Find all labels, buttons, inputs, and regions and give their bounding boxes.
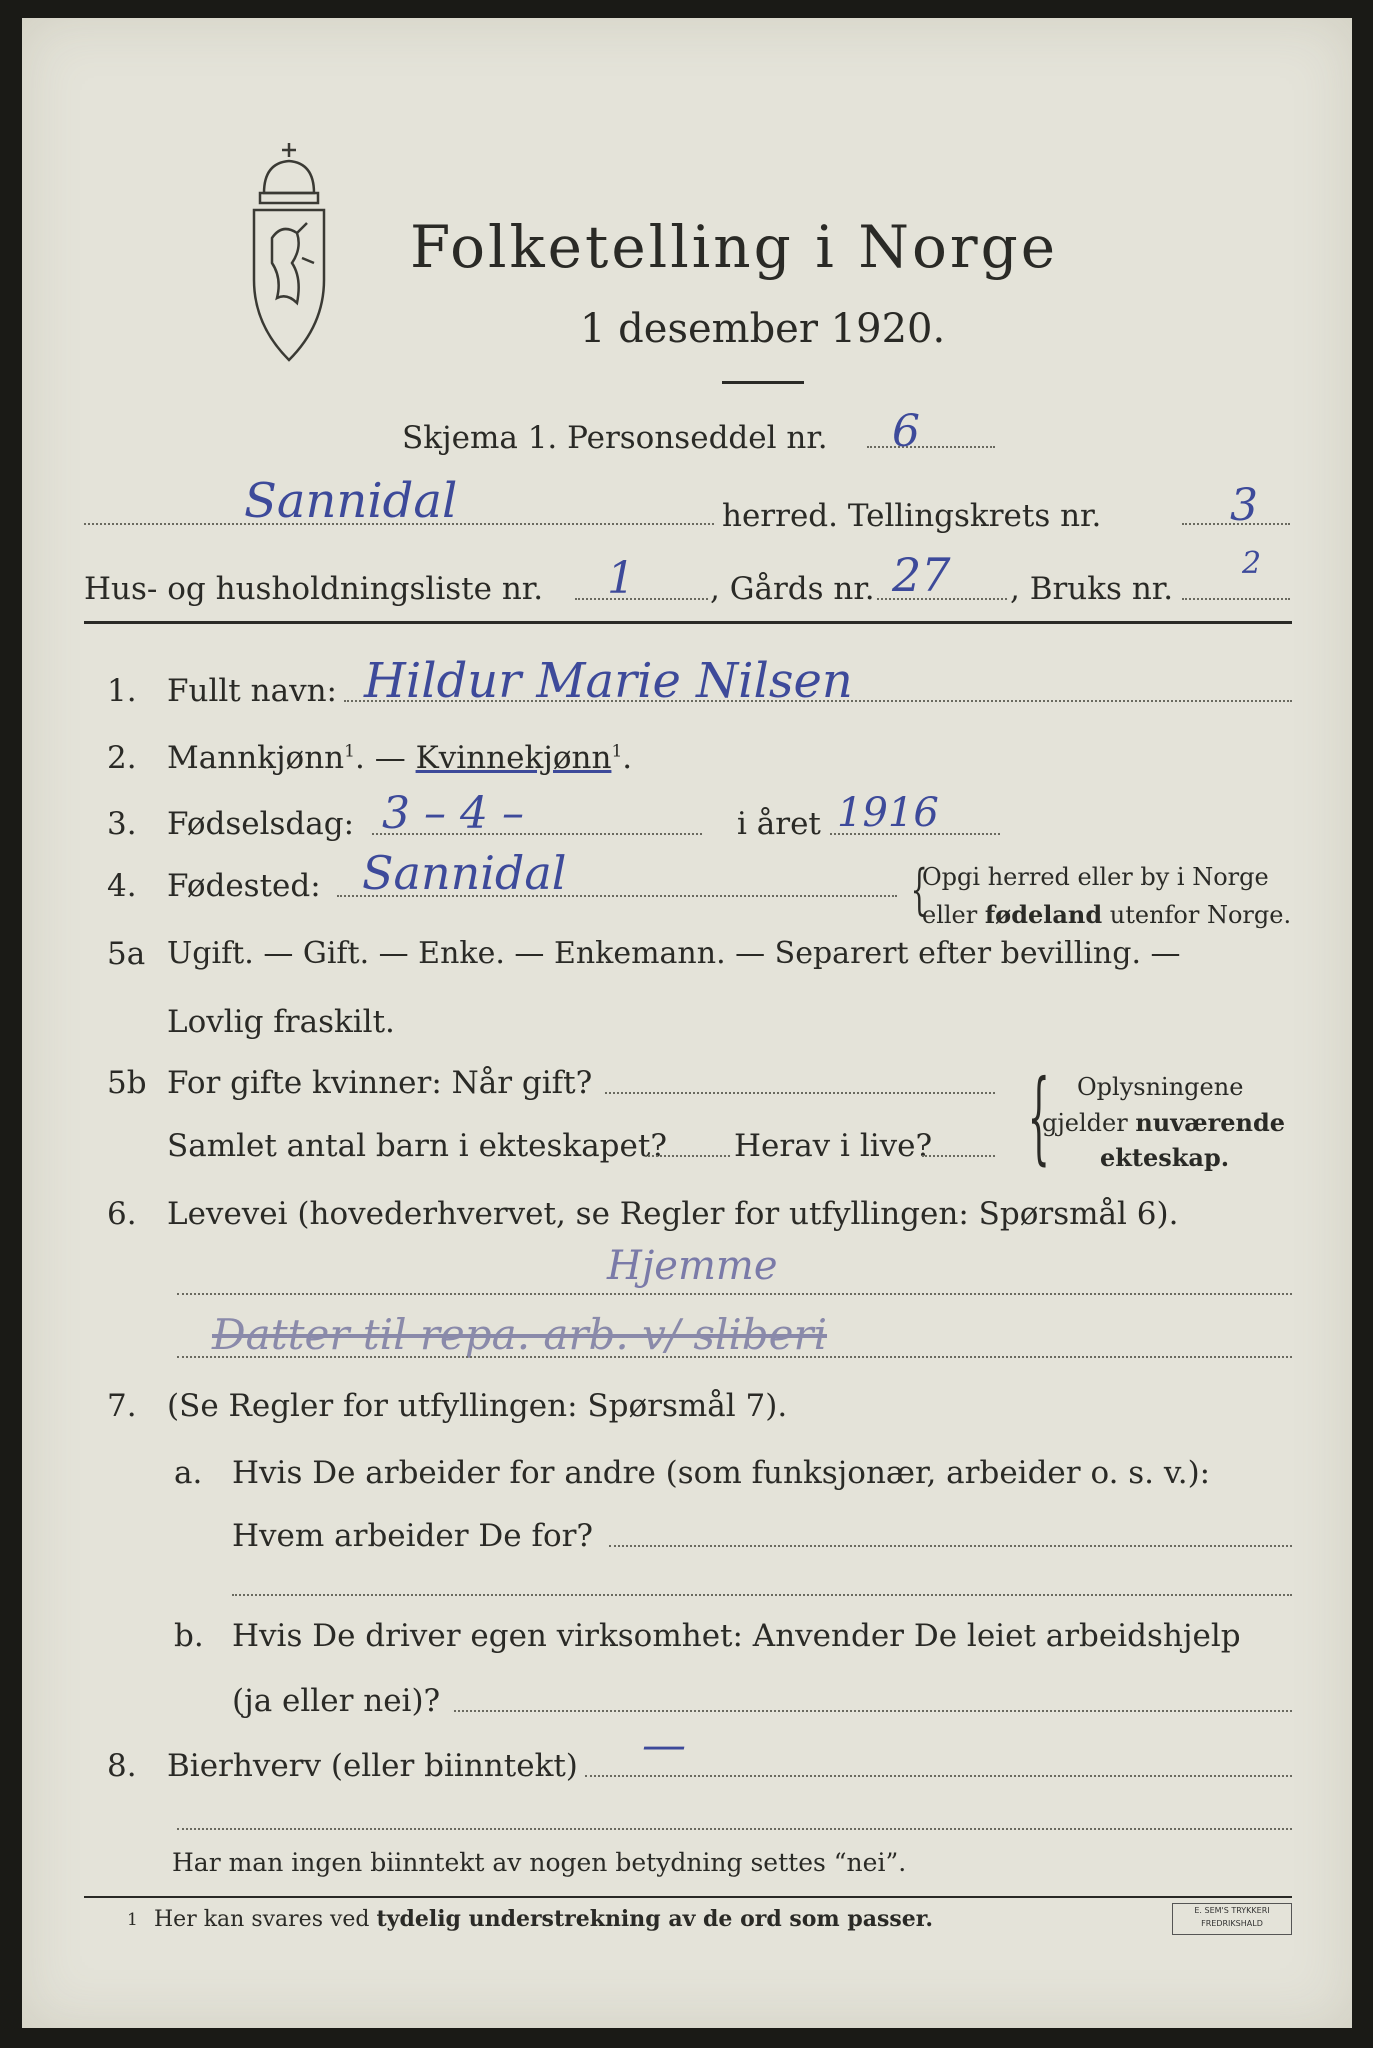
herred-label: herred. Tellingskrets nr.	[722, 498, 1102, 534]
gender-male: Mannkjønn	[167, 740, 345, 776]
q6-label: Levevei (hovederhvervet, se Regler for utfyllingen: Spørsmål 6).	[167, 1196, 1179, 1232]
footnote-rule	[84, 1896, 1292, 1898]
bruks-nr-value: 2	[1242, 546, 1262, 581]
personseddel-nr-value: 6	[892, 406, 920, 457]
form-date: 1 desember 1920.	[580, 306, 946, 352]
q5b-note-line3: ekteskap.	[1100, 1143, 1230, 1172]
footnote-text: Her kan svares ved tydelig understrekning av de ord som passer.	[154, 1906, 934, 1932]
q3-number: 3.	[107, 806, 137, 842]
nei-note: Har man ingen biinntekt av nogen betydning settes “nei”.	[172, 1848, 907, 1877]
q4-note-line1: Opgi herred eller by i Norge	[922, 863, 1269, 891]
gards-label: , Gårds nr.	[710, 571, 875, 607]
occupation-struck-value: Datter til repa. arb. v/ sliberi	[212, 1310, 828, 1359]
bruks-label: , Bruks nr.	[1010, 571, 1174, 607]
side-income-value: —	[642, 1720, 686, 1771]
q1-number: 1.	[107, 673, 137, 709]
q5a-number: 5a	[107, 936, 146, 972]
herred-value: Sannidal	[244, 473, 458, 529]
coat-of-arms-icon	[242, 138, 337, 373]
q4-note-line2: eller fødeland utenfor Norge.	[922, 900, 1292, 929]
gender-female-underlined: Kvinnekjønn	[415, 740, 612, 776]
full-name-value: Hildur Marie Nilsen	[364, 653, 853, 709]
q8-label: Bierhverv (eller biinntekt)	[167, 1748, 578, 1784]
q5b-number: 5b	[107, 1065, 147, 1101]
q4-number: 4.	[107, 868, 137, 904]
schema-label: Skjema 1. Personseddel nr.	[402, 420, 828, 456]
q5b-label-alive: Herav i live?	[734, 1128, 933, 1164]
birth-year-value: 1916	[837, 790, 939, 836]
printer-stamp: E. SEM'S TRYKKERI FREDRIKSHALD	[1172, 1903, 1292, 1935]
census-form-sheet	[22, 18, 1352, 2028]
q6-number: 6.	[107, 1196, 137, 1232]
q8-number: 8.	[107, 1748, 137, 1784]
husliste-nr-value: 1	[607, 553, 635, 604]
q7a-line1: Hvis De arbeider for andre (som funksjonær, arbeider o. s. v.):	[232, 1455, 1211, 1491]
q7-label: (Se Regler for utfyllingen: Spørsmål 7).	[167, 1388, 788, 1424]
q5b-label-children: Samlet antal barn i ekteskapet?	[167, 1128, 667, 1164]
q3-label: Fødselsdag:	[167, 806, 355, 842]
gards-nr-value: 27	[892, 548, 951, 602]
form-title: Folketelling i Norge	[410, 213, 1059, 281]
civil-status-options-2: Lovlig fraskilt.	[167, 1004, 395, 1040]
title-divider	[722, 381, 804, 384]
header-rule	[84, 621, 1292, 624]
tellingskrets-nr-value: 3	[1230, 480, 1258, 531]
q7a-line2: Hvem arbeider De for?	[232, 1518, 594, 1554]
q7b-letter: b.	[174, 1618, 204, 1654]
q4-brace: {	[910, 858, 928, 921]
gender-options: Mannkjønn$^1$. — Kvinnekjønn$^1$.	[167, 740, 633, 776]
q7-number: 7.	[107, 1388, 137, 1424]
q4-label: Fødested:	[167, 868, 321, 904]
footnote-mark: 1	[127, 1910, 138, 1930]
q5b-brace: {	[1027, 1058, 1050, 1175]
q3-year-label: i året	[737, 806, 821, 842]
q1-label: Fullt navn:	[167, 673, 337, 709]
occupation-value: Hjemme	[607, 1243, 778, 1289]
q5b-note-line2: gjelder nuværende	[1042, 1108, 1286, 1137]
q2-number: 2.	[107, 740, 137, 776]
birthdate-value: 3 – 4 –	[382, 788, 524, 839]
q7b-line1: Hvis De driver egen virksomhet: Anvender De leiet arbeidshjelp	[232, 1618, 1241, 1654]
q5b-label-married: For gifte kvinner: Når gift?	[167, 1065, 593, 1101]
q7a-letter: a.	[174, 1455, 203, 1491]
q7b-line2: (ja eller nei)?	[232, 1683, 441, 1719]
civil-status-options: Ugift. — Gift. — Enke. — Enkemann. — Separert efter bevilling. —	[167, 936, 1181, 971]
husliste-label: Hus- og husholdningsliste nr.	[84, 571, 544, 607]
birthplace-value: Sannidal	[362, 846, 567, 900]
q5b-note-line1: Oplysningene	[1077, 1073, 1244, 1101]
